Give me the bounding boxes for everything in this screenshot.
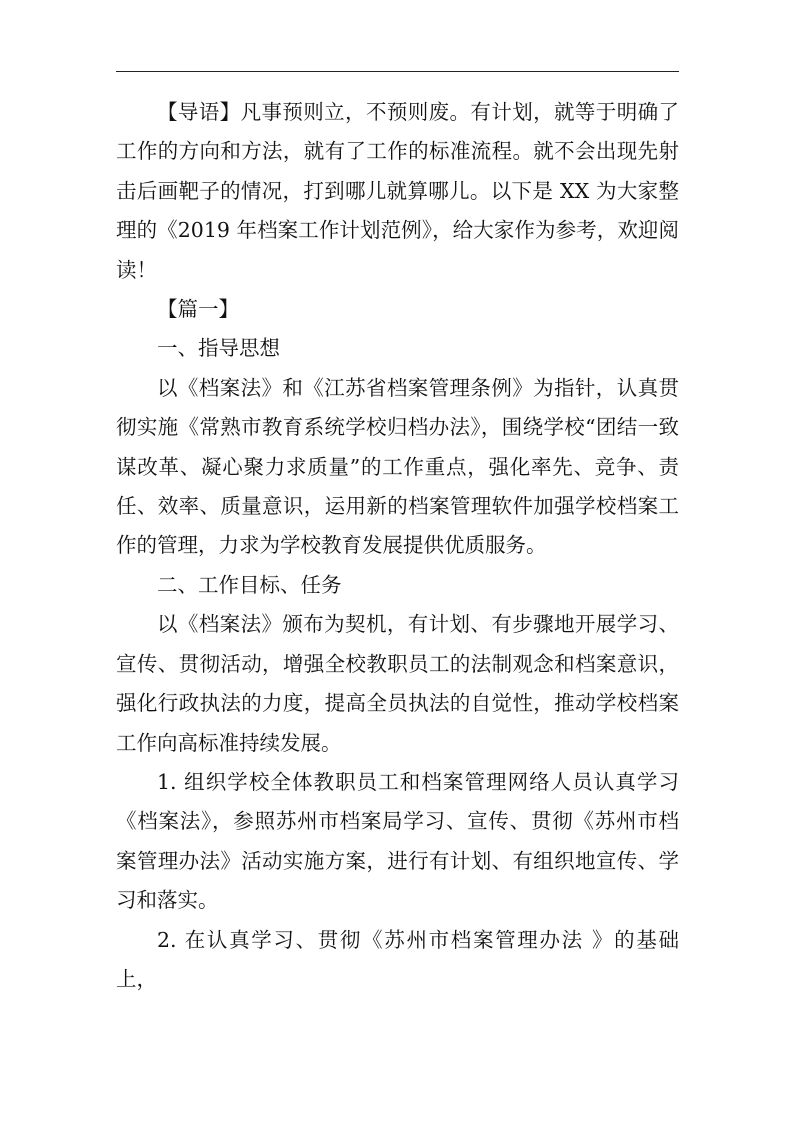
list-item-2: 2. 在认真学习、贯彻《苏州市档案管理办法 》的基础上，	[116, 927, 679, 991]
section-title: 【篇一】	[157, 297, 239, 322]
document-body	[116, 93, 679, 999]
intro-paragraph: 【导语】凡事预则立，不预则废。有计划，就等于明确了工作的方向和方法，就有了工作的标准流程。就不会出现先射击后画靶子的情况，打到哪儿就算哪儿。以下是 XX 为大家整理的《2019 年档案工作计划范例》，给大家作为参考，欢迎阅读！	[116, 100, 679, 282]
guiding-thought-paragraph: 以《档案法》和《江苏省档案管理条例》为指针，认真贯彻实施《常熟市教育系统学校归档办法》，围绕学校“团结一致谋改革、凝心聚力求质量”的工作重点，强化率先、竞争、责任、效率、质量意识，运用新的档案管理软件加强学校档案工作的管理，力求为学校教育发展提供优质服务。	[116, 375, 679, 558]
goals-paragraph: 以《档案法》颁布为契机，有计划、有步骤地开展学习、宣传、贯彻活动，增强全校教职员工的法制观念和档案意识，强化行政执法的力度，提高全员执法的自觉性，推动学校档案工作向高标准持续发展。	[116, 612, 679, 755]
list-item-1: 1. 组织学校全体教职员工和档案管理网络人员认真学习《档案法》，参照苏州市档案局学习、宣传、贯彻《苏州市档案管理办法》活动实施方案，进行有计划、有组织地宣传、学习和落实。	[116, 769, 679, 913]
heading-guiding-thought: 一、指导思想	[157, 336, 280, 361]
heading-goals-tasks: 二、工作目标、任务	[157, 572, 342, 597]
header-rule	[116, 71, 679, 72]
